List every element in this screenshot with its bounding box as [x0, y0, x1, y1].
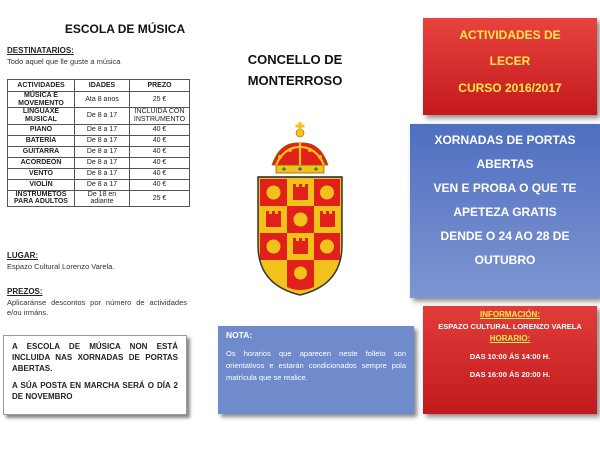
table-row — [8, 146, 190, 157]
activity-name: VIOLÍN — [8, 179, 75, 190]
activity-name: VENTO — [8, 168, 75, 179]
activity-age: Ata 8 anos — [75, 92, 130, 108]
open-days-line-6: OUTUBRO — [474, 253, 536, 267]
prezos-label: PREZOS: — [7, 287, 43, 296]
destinatarios-text: Todo aquel que lle guste a música — [7, 57, 121, 66]
activity-name: BATERÍA — [8, 135, 75, 146]
council-name-line1: CONCELLO DE — [247, 52, 343, 67]
activity-age: De 8 a 17 — [75, 168, 130, 179]
info-venue: ESPAZO CULTURAL LORENZO VARELA — [438, 322, 582, 332]
council-name-line2: MONTERROSO — [247, 72, 343, 88]
table-header-row — [8, 80, 190, 92]
lugar-label: LUGAR: — [7, 251, 39, 260]
activity-price: 40 € — [130, 168, 190, 179]
note-text: Os horarios que aparecen neste folleto son orientativos e estarán condicionados sempre pola matrícula que se realice. — [226, 349, 406, 382]
info-label: INFORMACIÓN: — [480, 310, 540, 319]
col-header-ages: IDADES — [75, 80, 130, 92]
open-days-line-4: APETEZA GRATIS — [453, 205, 557, 219]
activity-price: 40 € — [130, 146, 190, 157]
activity-price: INCLUIDA CON INSTRUMENTO — [130, 108, 190, 124]
activity-age: De 8 a 17 — [75, 157, 130, 168]
activity-price: 40 € — [130, 179, 190, 190]
leisure-heading-box — [423, 18, 597, 115]
table-row — [8, 168, 190, 179]
note-box — [218, 326, 414, 414]
table-row — [8, 108, 190, 124]
schedule-afternoon: DAS 16:00 ÁS 20:00 H. — [469, 370, 551, 380]
activity-name: LINGUAXE MUSICAL — [8, 108, 75, 124]
activity-age: De 8 a 17 — [75, 108, 130, 124]
note-label: NOTA: — [226, 330, 253, 340]
music-school-notice — [3, 335, 187, 415]
notice-paragraph-1: A ESCOLA DE MÚSICA NON ESTÁ INCLUIDA NAS XORNADAS DE PORTAS ABERTAS. — [12, 342, 178, 374]
info-box — [423, 306, 597, 414]
activity-price: 40 € — [130, 124, 190, 135]
heading-line-3: CURSO 2016/2017 — [458, 80, 562, 95]
open-days-line-3: VEN E PROBA O QUE TE — [433, 181, 577, 195]
open-days-box — [410, 124, 600, 298]
crown-icon — [272, 122, 328, 173]
table-row — [8, 179, 190, 190]
open-days-line-1: XORNADAS DE PORTAS — [434, 133, 576, 147]
table-row — [8, 92, 190, 108]
activity-name: MÚSICA E MOVEMENTO — [8, 92, 75, 108]
schedule-label: HORARIO: — [489, 334, 531, 344]
schedule-morning: DAS 10:00 ÁS 14:00 H. — [469, 352, 551, 362]
heading-line-2: LECER — [489, 54, 531, 69]
col-header-activities: ACTIVIDADES — [8, 80, 75, 92]
activity-name: GUITARRA — [8, 146, 75, 157]
table-row — [8, 135, 190, 146]
activity-age: De 18 en adiante — [75, 190, 130, 206]
activity-age: De 8 a 17 — [75, 146, 130, 157]
table-row — [8, 157, 190, 168]
notice-paragraph-2: A SÚA POSTA EN MARCHA SERÁ O DÍA 2 DE NOVEMBRO — [12, 380, 178, 401]
activity-name: PIANO — [8, 124, 75, 135]
destinatarios-label: DESTINATARIOS: — [7, 46, 74, 55]
open-days-line-5: DENDE O 24 AO 28 DE — [440, 229, 570, 243]
activity-name: ACORDEÓN — [8, 157, 75, 168]
heading-line-1: ACTIVIDADES DE — [459, 28, 561, 42]
coat-of-arms-icon — [250, 117, 350, 302]
lugar-text: Espazo Cultural Lorenzo Varela. — [7, 262, 115, 271]
prezos-text: Aplicaránse descontos por número de actividades e/ou irmáns. — [7, 298, 187, 318]
col-header-price: PREZO — [130, 80, 190, 92]
activity-price: 25 € — [130, 92, 190, 108]
activity-age: De 8 a 17 — [75, 179, 130, 190]
activity-price: 40 € — [130, 157, 190, 168]
school-title: ESCOLA DE MÚSICA — [64, 22, 186, 36]
table-row — [8, 124, 190, 135]
council-name — [230, 50, 360, 92]
activity-age: De 8 a 17 — [75, 124, 130, 135]
activity-price: 25 € — [130, 190, 190, 206]
activity-age: De 8 a 17 — [75, 135, 130, 146]
table-row — [8, 190, 190, 206]
activity-name: INSTRUMETOS PARA ADULTOS — [8, 190, 75, 206]
activities-table — [7, 79, 190, 207]
activity-price: 40 € — [130, 135, 190, 146]
open-days-line-2: ABERTAS — [476, 157, 534, 171]
